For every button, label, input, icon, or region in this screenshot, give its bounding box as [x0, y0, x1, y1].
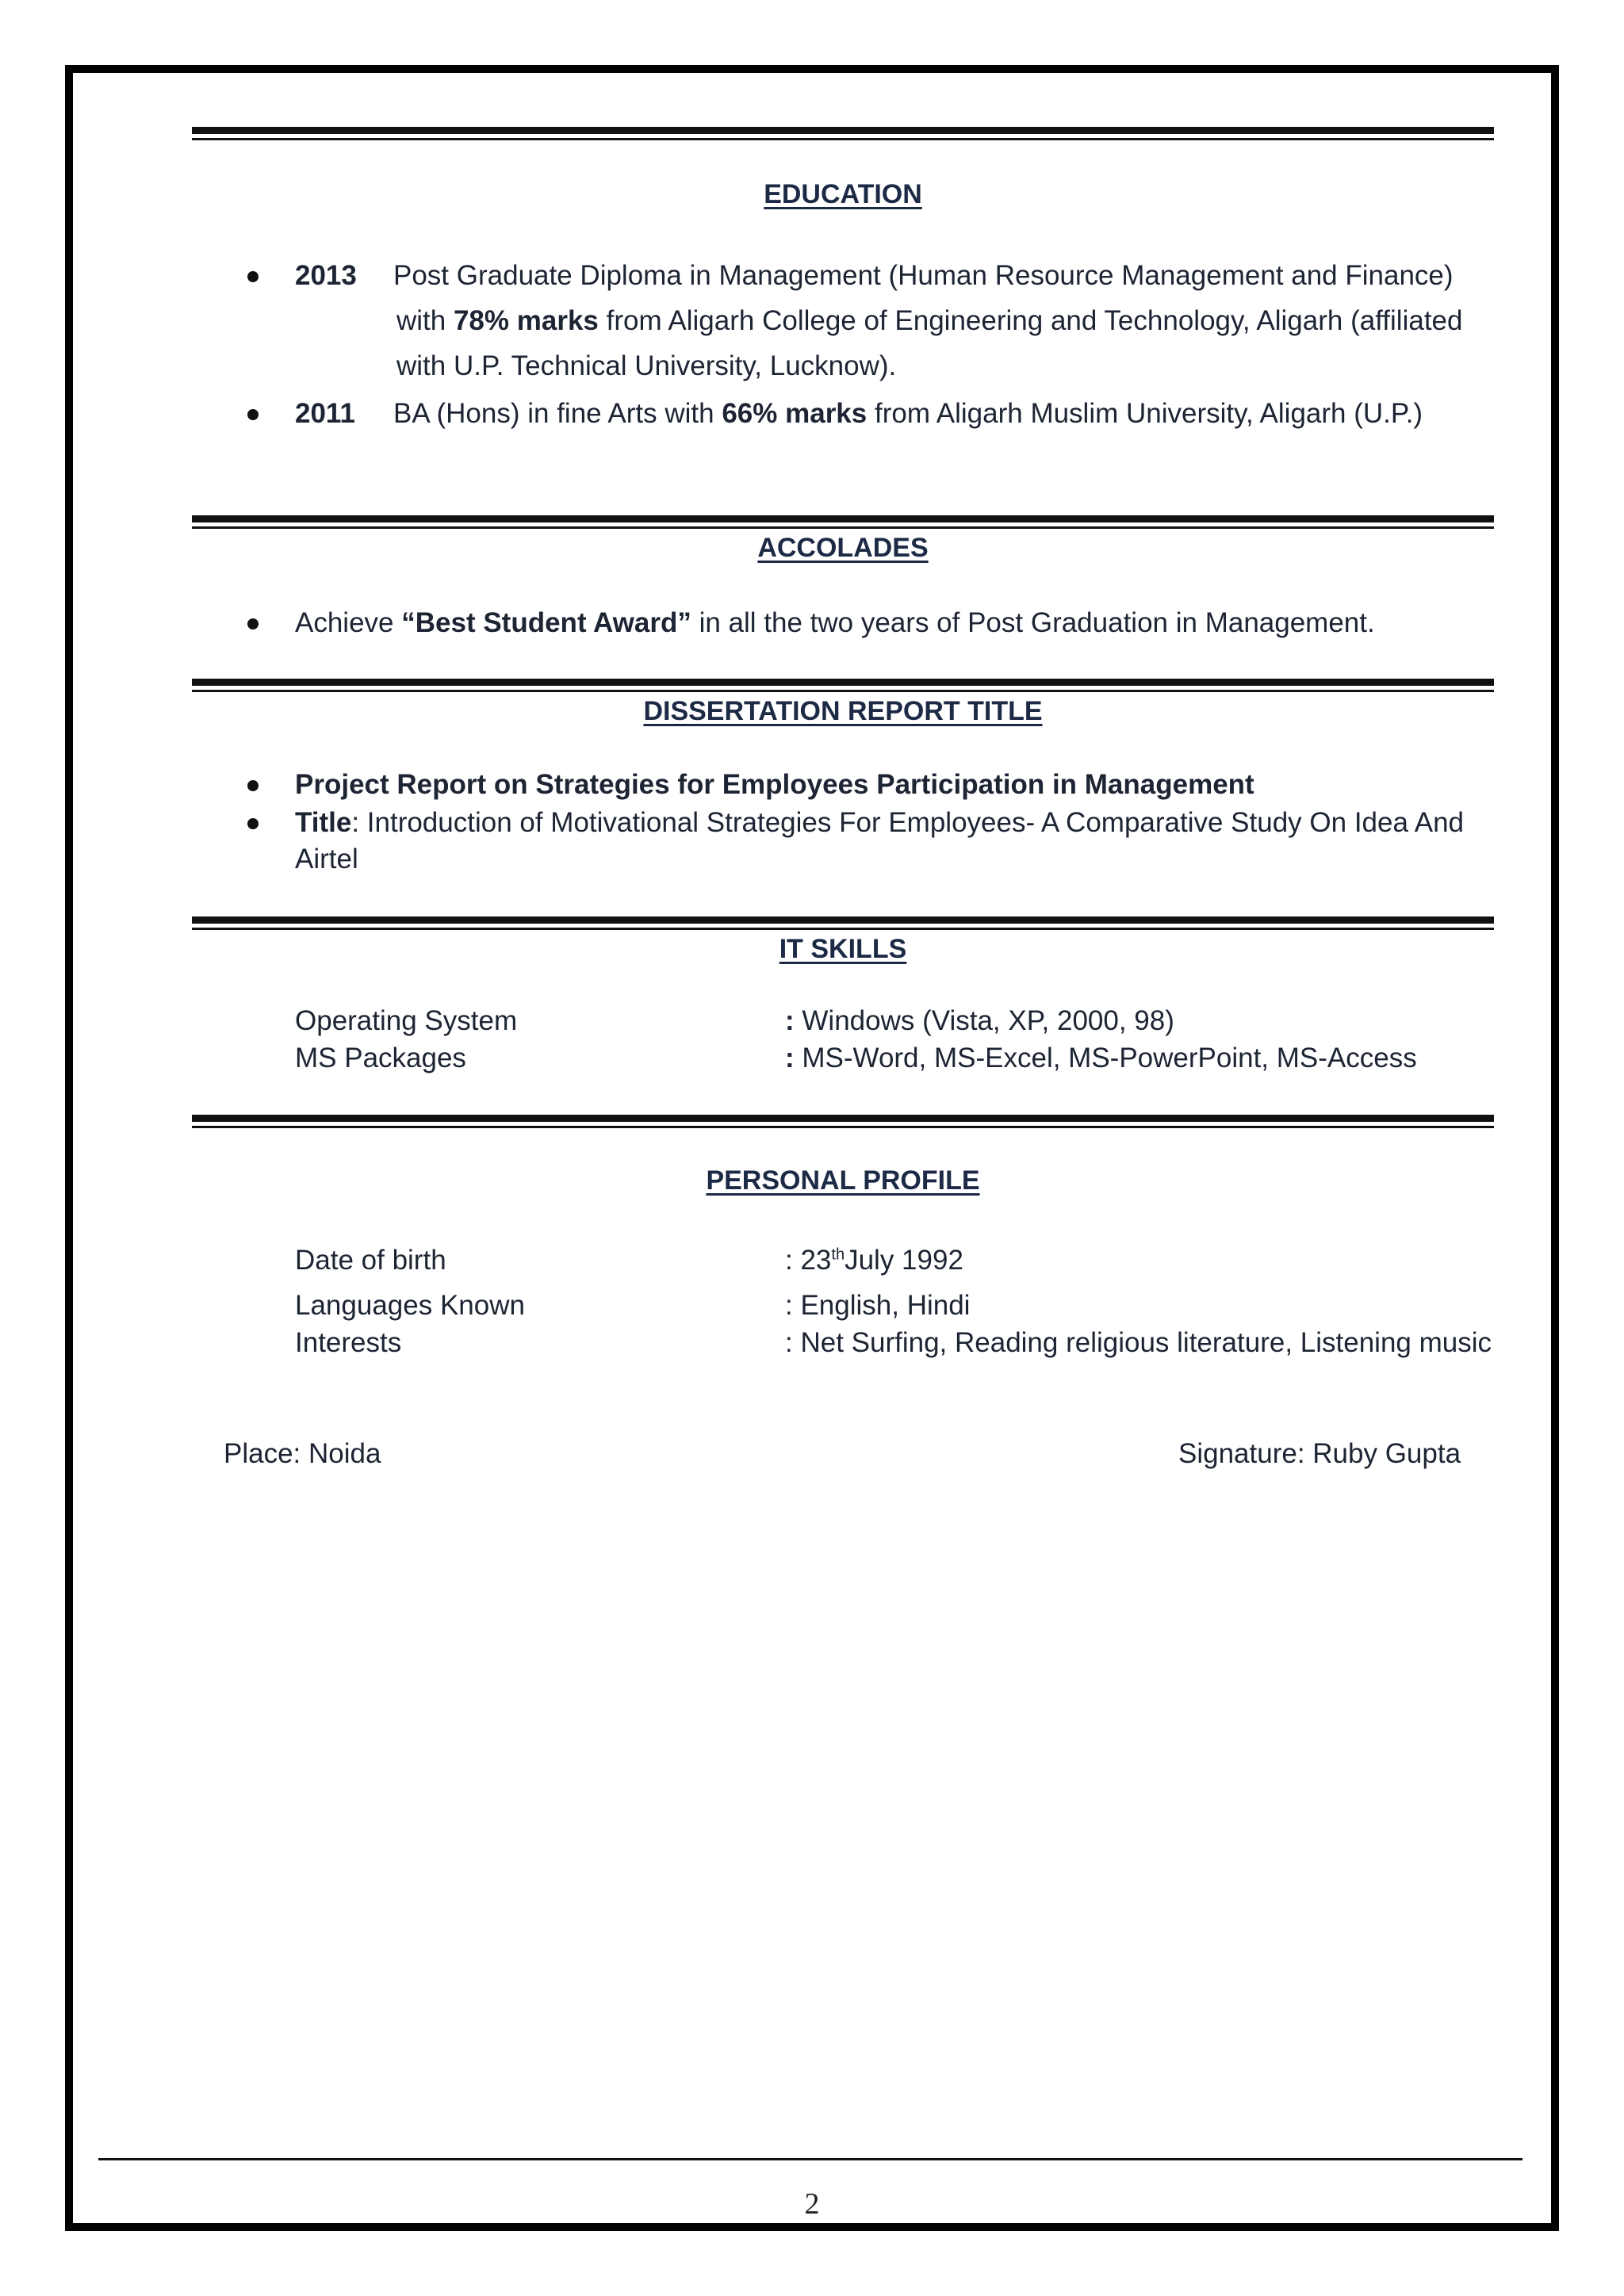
section-rule — [192, 127, 1494, 140]
skill-label: Operating System — [295, 1005, 518, 1036]
place-text: Place: Noida — [224, 1438, 381, 1469]
bullet-icon — [247, 409, 259, 420]
profile-label: Languages Known — [295, 1290, 525, 1321]
education-item-line: with U.P. Technical University, Lucknow). — [396, 350, 897, 381]
bullet-icon — [247, 818, 259, 829]
skill-value: : MS-Word, MS-Excel, MS-PowerPoint, MS-Access — [785, 1043, 1417, 1073]
profile-label: Interests — [295, 1327, 402, 1358]
bullet-icon — [247, 780, 259, 791]
dissertation-item: Title: Introduction of Motivational Strategies For Employees- A Comparative Study On Idea And — [295, 807, 1465, 838]
section-rule — [192, 679, 1494, 692]
education-item-line: BA (Hons) in fine Arts with 66% marks from Aligarh Muslim University, Aligarh (U.P.) — [393, 398, 1423, 429]
profile-value: : 23thJuly 1992 — [785, 1245, 963, 1276]
education-item-line: Post Graduate Diploma in Management (Human Resource Management and Finance) — [393, 260, 1454, 291]
it-skills-heading: IT SKILLS — [779, 934, 907, 964]
accolades-heading: ACCOLADES — [757, 533, 929, 563]
section-rule — [192, 1115, 1494, 1128]
section-rule — [192, 515, 1494, 529]
accolades-item: Achieve “Best Student Award” in all the two years of Post Graduation in Management. — [295, 607, 1375, 638]
bullet-icon — [247, 618, 259, 629]
education-year: 2011 — [295, 398, 355, 429]
section-rule — [192, 916, 1494, 930]
skill-value: : Windows (Vista, XP, 2000, 98) — [785, 1005, 1174, 1036]
dissertation-item-cont: Airtel — [295, 844, 358, 874]
page-number: 2 — [804, 2187, 820, 2221]
dissertation-heading: DISSERTATION REPORT TITLE — [643, 696, 1043, 726]
signature-text: Signature: Ruby Gupta — [1178, 1438, 1461, 1469]
skill-label: MS Packages — [295, 1043, 466, 1073]
footer-rule — [98, 2158, 1522, 2160]
education-year: 2013 — [295, 260, 357, 291]
bullet-icon — [247, 271, 259, 282]
personal-profile-heading: PERSONAL PROFILE — [706, 1165, 980, 1196]
education-heading: EDUCATION — [764, 179, 922, 209]
dissertation-item: Project Report on Strategies for Employees Participation in Management — [295, 769, 1254, 800]
profile-value: : English, Hindi — [785, 1290, 971, 1321]
profile-label: Date of birth — [295, 1245, 446, 1276]
education-item-line: with 78% marks from Aligarh College of Engineering and Technology, Aligarh (affiliated — [396, 305, 1463, 336]
profile-value: : Net Surfing, Reading religious literature, Listening music — [785, 1327, 1492, 1358]
page-border — [65, 65, 1559, 2231]
